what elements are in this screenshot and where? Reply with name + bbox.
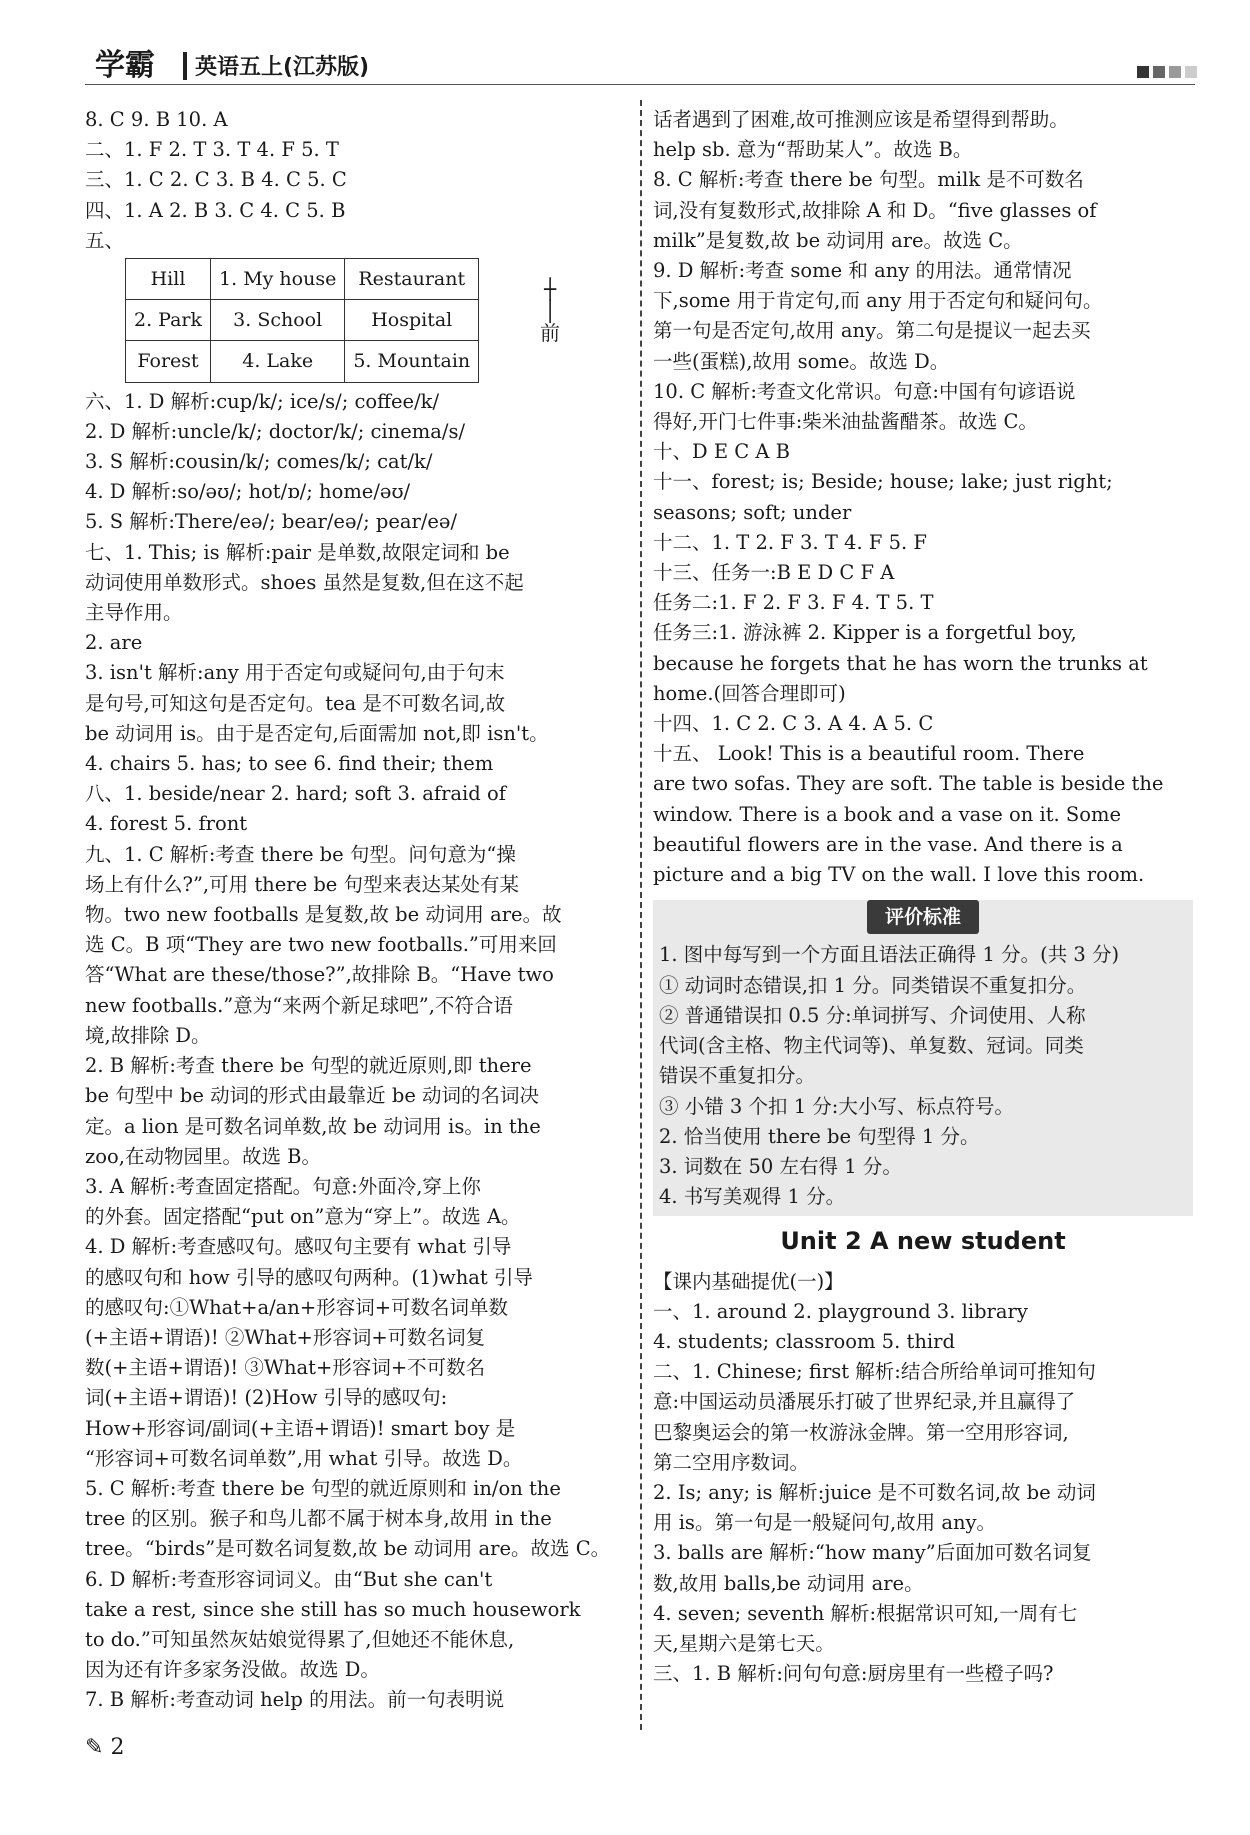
text-line: 一、1. around 2. playground 3. library xyxy=(653,1299,1028,1323)
page-number: 2 xyxy=(110,1735,125,1760)
text-line: 10. C 解析:考查文化常识。句意:中国有句谚语说 xyxy=(653,379,1076,403)
header-square-icon xyxy=(1137,66,1149,78)
criteria-box xyxy=(653,900,1193,1216)
table-cell: 2. Park xyxy=(126,300,211,341)
text-line: 的感叹句:①What+a/an+形容词+可数名词单数 xyxy=(85,1295,509,1319)
text-line: 十二、1. T 2. F 3. T 4. F 5. F xyxy=(653,530,927,554)
text-line: “形容词+可数名词单数”,用 what 引导。故选 D。 xyxy=(85,1446,523,1470)
text-line: 错误不重复扣分。 xyxy=(659,1064,816,1088)
compass-label: 前 xyxy=(540,321,560,346)
text-line: (+主语+谓语)! ②What+形容词+可数名词复 xyxy=(85,1325,486,1349)
text-line: 主导作用。 xyxy=(85,601,183,625)
text-line: How+形容词/副词(+主语+谓语)! smart boy 是 xyxy=(85,1416,516,1440)
text-line: 一些(蛋糕),故用 some。故选 D。 xyxy=(653,349,950,373)
text-line: 【课内基础提优(一)】 xyxy=(653,1269,844,1293)
text-line: ③ 小错 3 个扣 1 分:大小写、标点符号。 xyxy=(659,1094,1014,1118)
text-line: tree 的区别。猴子和鸟儿都不属于树本身,故用 in the xyxy=(85,1507,552,1531)
text-line: 话者遇到了困难,故可推测应该是希望得到帮助。 xyxy=(653,108,1069,131)
text-line: 3. balls are 解析:“how many”后面加可数名词复 xyxy=(653,1541,1092,1565)
text-line: 得好,开门七件事:柴米油盐酱醋茶。故选 C。 xyxy=(653,410,1038,434)
text-line: be 句型中 be 动词的形式由最靠近 be 动词的名词决 xyxy=(85,1084,540,1108)
answers-continued xyxy=(653,105,1193,890)
text-line: 3. S 解析:cousin/k/; comes/k/; cat/k/ xyxy=(85,450,433,474)
text-line: 选 C。B 项“They are two new footballs.”可用来回 xyxy=(85,933,557,957)
header-divider xyxy=(183,52,187,80)
text-line: 用 is。第一句是一般疑问句,故用 any。 xyxy=(653,1511,997,1535)
text-line: 十四、1. C 2. C 3. A 4. A 5. C xyxy=(653,712,934,736)
brand-logo: 学霸 xyxy=(95,48,155,83)
text-line: 十五、 Look! This is a beautiful room. There xyxy=(653,742,1085,766)
header-rule xyxy=(85,84,1195,85)
text-line: 5. C 解析:考查 there be 句型的就近原则和 in/on the xyxy=(85,1476,561,1500)
compass-icon: ┼ │ 前 xyxy=(540,277,560,346)
text-line: because he forgets that he has worn the trunks at xyxy=(653,651,1148,675)
table-cell: Hospital xyxy=(345,300,479,341)
criteria-lines xyxy=(659,940,1187,1212)
text-line: 第二空用序数词。 xyxy=(653,1450,810,1474)
text-line: 八、1. beside/near 2. hard; soft 3. afraid of xyxy=(85,782,506,806)
text-line: 2. D 解析:uncle/k/; doctor/k/; cinema/s/ xyxy=(85,419,466,443)
text-line: 3. isn't 解析:any 用于否定句或疑问句,由于句末 xyxy=(85,661,505,685)
book-title: 英语五上(江苏版) xyxy=(195,55,370,80)
text-line: picture and a big TV on the wall. I love this room. xyxy=(653,863,1145,887)
text-line: 5. S 解析:There/eə/; bear/eə/; pear/eə/ xyxy=(85,510,458,534)
text-line: 下,some 用于肯定句,而 any 用于否定句和疑问句。 xyxy=(653,289,1103,313)
criteria-title: 评价标准 xyxy=(867,900,979,934)
text-line: new footballs.”意为“来两个新足球吧”,不符合语 xyxy=(85,993,513,1017)
text-line: beautiful flowers are in the vase. And there is a xyxy=(653,832,1123,856)
text-line: 7. B 解析:考查动词 help 的用法。前一句表明说 xyxy=(85,1688,505,1712)
text-line: seasons; soft; under xyxy=(653,500,852,524)
text-line: tree。“birds”是可数名词复数,故 be 动词用 are。故选 C。 xyxy=(85,1537,611,1561)
text-line: 的感叹句和 how 引导的感叹句两种。(1)what 引导 xyxy=(85,1265,533,1289)
text-line: 词(+主语+谓语)! (2)How 引导的感叹句: xyxy=(85,1386,448,1410)
text-line: ① 动词时态错误,扣 1 分。同类错误不重复扣分。 xyxy=(659,973,1087,997)
text-line: 意:中国运动员潘展乐打破了世界纪录,并且赢得了 xyxy=(653,1390,1076,1414)
text-line: 二、1. Chinese; first 解析:结合所给单词可推知句 xyxy=(653,1360,1096,1384)
text-line: 的外套。固定搭配“put on”意为“穿上”。故选 A。 xyxy=(85,1205,521,1229)
text-line: take a rest, since she still has so much housework xyxy=(85,1597,581,1621)
table-cell: Hill xyxy=(126,259,211,300)
text-line: 十、D E C A B xyxy=(653,440,790,464)
text-line: 十一、forest; is; Beside; house; lake; just right; xyxy=(653,470,1113,494)
header-square-icon xyxy=(1185,66,1197,78)
table-cell: 5. Mountain xyxy=(345,341,479,382)
text-line: 2. B 解析:考查 there be 句型的就近原则,即 there xyxy=(85,1054,532,1078)
text-line: window. There is a book and a vase on it. Some xyxy=(653,802,1122,826)
text-line: 1. 图中每写到一个方面且语法正确得 1 分。(共 3 分) xyxy=(659,943,1120,967)
text-line: 境,故排除 D。 xyxy=(85,1023,211,1047)
text-line: 4. chairs 5. has; to see 6. find their; them xyxy=(85,752,494,776)
text-line: zoo,在动物园里。故选 B。 xyxy=(85,1144,321,1168)
text-line: 8. C 解析:考查 there be 句型。milk 是不可数名 xyxy=(653,168,1084,192)
pencil-icon: ✎ xyxy=(85,1735,104,1760)
text-line: 四、1. A 2. B 3. C 4. C 5. B xyxy=(85,198,346,222)
text-line: milk”是复数,故 be 动词用 are。故选 C。 xyxy=(653,228,1023,252)
text-line: 是句号,可知这句是否定句。tea 是不可数名词,故 xyxy=(85,691,506,715)
header-square-icon xyxy=(1153,66,1165,78)
column-divider xyxy=(640,100,642,1730)
text-line: ② 普通错误扣 0.5 分:单词拼写、介词使用、人称 xyxy=(659,1003,1086,1027)
text-line: 2. Is; any; is 解析:juice 是不可数名词,故 be 动词 xyxy=(653,1480,1096,1504)
text-line: 答“What are these/those?”,故排除 B。“Have two xyxy=(85,963,554,987)
unit-answers xyxy=(653,1267,1193,1690)
text-line: 三、1. B 解析:问句句意:厨房里有一些橙子吗? xyxy=(653,1662,1054,1686)
text-line: 动词使用单数形式。shoes 虽然是复数,但在这不起 xyxy=(85,570,524,594)
text-line: 4. D 解析:so/əʊ/; hot/ɒ/; home/əʊ/ xyxy=(85,480,411,504)
text-line: 4. students; classroom 5. third xyxy=(653,1329,955,1353)
text-line: 场上有什么?”,可用 there be 句型来表达某处有某 xyxy=(85,872,520,896)
map-table xyxy=(125,258,479,383)
header-square-icon xyxy=(1169,66,1181,78)
table-cell: 4. Lake xyxy=(211,341,345,382)
text-line: 巴黎奥运会的第一枚游泳金牌。第一空用形容词, xyxy=(653,1420,1069,1444)
text-line: to do.”可知虽然灰姑娘觉得累了,但她还不能休息, xyxy=(85,1627,515,1651)
text-line: 2. are xyxy=(85,631,143,655)
text-line: 第一句是否定句,故用 any。第二句是提议一起去买 xyxy=(653,319,1091,343)
text-line: 五、 xyxy=(85,228,125,252)
text-line: 三、1. C 2. C 3. B 4. C 5. C xyxy=(85,168,347,192)
text-line: 词,没有复数形式,故排除 A 和 D。“five glasses of xyxy=(653,198,1097,222)
text-line: 3. 词数在 50 左右得 1 分。 xyxy=(659,1154,902,1178)
text-line: home.(回答合理即可) xyxy=(653,681,846,705)
right-column xyxy=(653,105,1193,1689)
text-line: 4. forest 5. front xyxy=(85,812,248,836)
left-column xyxy=(85,105,630,1716)
text-line: 4. seven; seventh 解析:根据常识可知,一周有七 xyxy=(653,1601,1078,1625)
text-line: 2. 恰当使用 there be 句型得 1 分。 xyxy=(659,1124,980,1148)
text-line: 二、1. F 2. T 3. T 4. F 5. T xyxy=(85,138,339,162)
text-line: 天,星期六是第七天。 xyxy=(653,1631,835,1655)
text-line: 6. D 解析:考查形容词词义。由“But she can't xyxy=(85,1567,493,1591)
text-line: 4. D 解析:考查感叹句。感叹句主要有 what 引导 xyxy=(85,1235,512,1259)
text-line: help sb. 意为“帮助某人”。故选 B。 xyxy=(653,138,973,162)
unit-title: Unit 2 A new student xyxy=(780,1227,1066,1256)
text-line: 因为还有许多家务没做。故选 D。 xyxy=(85,1658,380,1682)
text-line: 十三、任务一:B E D C F A xyxy=(653,561,895,585)
text-line: 定。a lion 是可数名词单数,故 be 动词用 is。in the xyxy=(85,1114,541,1138)
page-footer xyxy=(85,1735,124,1760)
text-line: 任务二:1. F 2. F 3. F 4. T 5. T xyxy=(653,591,934,615)
text-line: 九、1. C 解析:考查 there be 句型。问句意为“操 xyxy=(85,842,516,866)
text-line: 数,故用 balls,be 动词用 are。 xyxy=(653,1571,924,1595)
text-line: be 动词用 is。由于是否定句,后面需加 not,即 isn't。 xyxy=(85,721,549,745)
table-cell: Forest xyxy=(126,341,211,382)
text-line: 任务三:1. 游泳裤 2. Kipper is a forgetful boy, xyxy=(653,621,1077,645)
text-line: 8. C 9. B 10. A xyxy=(85,108,228,131)
table-cell: Restaurant xyxy=(345,259,479,300)
text-line: 七、1. This; is 解析:pair 是单数,故限定词和 be xyxy=(85,540,510,564)
text-line: 4. 书写美观得 1 分。 xyxy=(659,1185,846,1209)
text-line: 代词(含主格、物主代词等)、单复数、冠词。同类 xyxy=(659,1034,1084,1058)
text-line: 3. A 解析:考查固定搭配。句意:外面冷,穿上你 xyxy=(85,1174,481,1198)
text-line: 六、1. D 解析:cup/k/; ice/s/; coffee/k/ xyxy=(85,389,440,413)
page-header xyxy=(95,40,1195,90)
text-line: are two sofas. They are soft. The table is beside the xyxy=(653,772,1164,796)
text-line: 9. D 解析:考查 some 和 any 的用法。通常情况 xyxy=(653,259,1072,283)
table-cell: 1. My house xyxy=(211,259,345,300)
text-line: 数(+主语+谓语)! ③What+形容词+不可数名 xyxy=(85,1356,486,1380)
table-cell: 3. School xyxy=(211,300,345,341)
text-line: 物。two new footballs 是复数,故 be 动词用 are。故 xyxy=(85,903,562,927)
